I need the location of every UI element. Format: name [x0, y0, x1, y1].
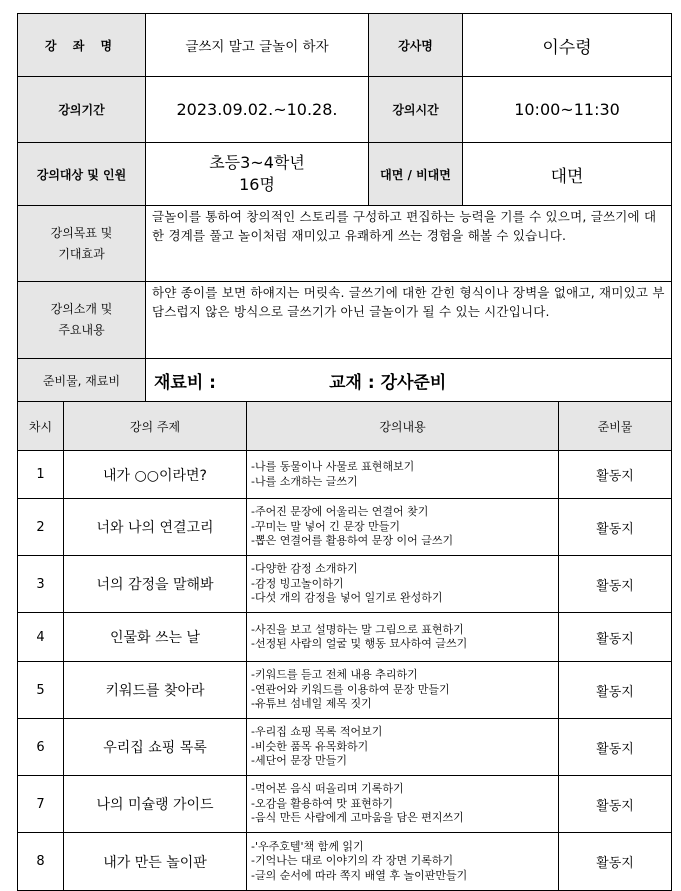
content-line: -키워드를 듣고 전체 내용 추리하기	[251, 668, 418, 682]
content-line: -먹어본 음식 떠올리며 기록하기	[251, 782, 404, 796]
session-content	[247, 719, 559, 776]
content-line: -뽑은 연결어를 활용하여 문장 이어 글쓰기	[251, 534, 454, 548]
goal-label	[18, 206, 146, 282]
content-line: -연관어와 키워드를 이용하여 문장 만들기	[251, 682, 450, 696]
instructor-label: 강사명	[369, 14, 463, 77]
schedule-row	[18, 662, 672, 719]
session-topic: 내가 ○○이라면?	[64, 451, 247, 499]
session-number: 3	[18, 556, 64, 613]
content-line: -오감을 활용하여 맛 표현하기	[251, 796, 393, 810]
content-line: -다양한 감정 소개하기	[251, 562, 358, 576]
schedule-row	[18, 833, 672, 891]
session-material: 활동지	[559, 776, 672, 833]
target-grade: 초등3~4학년	[209, 153, 305, 172]
content-line: -다섯 개의 감정을 넣어 일기로 완성하기	[251, 591, 443, 605]
session-number: 4	[18, 613, 64, 662]
course-name: 글쓰지 말고 글놀이 하자	[146, 14, 369, 77]
target-value	[146, 143, 369, 206]
schedule-row	[18, 776, 672, 833]
session-material: 활동지	[559, 833, 672, 891]
mode-label: 대면 / 비대면	[369, 143, 463, 206]
session-topic: 나의 미슐랭 가이드	[64, 776, 247, 833]
schedule-row	[18, 719, 672, 776]
content-line: -주어진 문장에 어울리는 연결어 찾기	[251, 505, 429, 519]
schedule-row	[18, 613, 672, 662]
content-line: -감정 빙고놀이하기	[251, 576, 344, 590]
session-content	[247, 499, 559, 556]
session-number: 8	[18, 833, 64, 891]
session-content	[247, 613, 559, 662]
schedule-row	[18, 556, 672, 613]
supplies-label: 준비물, 재료비	[18, 359, 146, 402]
intro-text: 하얀 종이를 보면 하얘지는 머릿속. 글쓰기에 대한 갇힌 형식이나 장벽을 없애고, 재미있고 부담스럽지 않은 방식으로 글쓰기가 아닌 글놀이가 될 수 있는 시간입니다.	[146, 282, 672, 359]
content-line: -'우주호텔'책 함께 읽기	[251, 839, 364, 853]
session-header: 차시	[18, 402, 64, 451]
course-plan-document	[17, 13, 671, 891]
textbook: 교재 : 강사준비	[329, 372, 447, 393]
course-info-table	[17, 13, 672, 402]
content-header: 강의내용	[247, 402, 559, 451]
instructor-name: 이수령	[463, 14, 672, 77]
session-topic: 너와 나의 연결고리	[64, 499, 247, 556]
content-line: -글의 순서에 따라 쪽지 배열 후 놀이판만들기	[251, 868, 468, 882]
session-topic: 키워드를 찾아라	[64, 662, 247, 719]
topic-header: 강의 주제	[64, 402, 247, 451]
session-material: 활동지	[559, 662, 672, 719]
target-count: 16명	[239, 175, 275, 194]
session-topic: 인물화 쓰는 날	[64, 613, 247, 662]
session-material: 활동지	[559, 451, 672, 499]
session-topic: 너의 감정을 말해봐	[64, 556, 247, 613]
target-label: 강의대상 및 인원	[18, 143, 146, 206]
session-number: 7	[18, 776, 64, 833]
session-material: 활동지	[559, 556, 672, 613]
material-header: 준비물	[559, 402, 672, 451]
intro-label-line2: 주요내용	[58, 323, 105, 337]
intro-label	[18, 282, 146, 359]
course-name-label: 강 좌 명	[18, 14, 146, 77]
content-line: -우리집 쇼핑 목록 적어보기	[251, 725, 383, 739]
content-line: -나를 소개하는 글쓰기	[251, 474, 358, 488]
goal-label-line1: 강의목표 및	[50, 225, 113, 240]
period-label: 강의기간	[18, 77, 146, 143]
content-line: -유튜브 섬네일 제목 짓기	[251, 697, 372, 711]
session-material: 활동지	[559, 719, 672, 776]
session-content	[247, 556, 559, 613]
goal-label-line2: 기대효과	[58, 246, 105, 261]
mode-value: 대면	[463, 143, 672, 206]
content-line: -비슷한 품목 유목화하기	[251, 739, 369, 753]
schedule-header-row	[18, 402, 672, 451]
course-period: 2023.09.02.~10.28.	[146, 77, 369, 143]
schedule-row	[18, 451, 672, 499]
session-topic: 우리집 쇼핑 목록	[64, 719, 247, 776]
session-content	[247, 662, 559, 719]
session-material: 활동지	[559, 499, 672, 556]
schedule-row	[18, 499, 672, 556]
session-content	[247, 776, 559, 833]
content-line: -음식 만든 사람에게 고마움을 담은 편지쓰기	[251, 811, 464, 825]
course-time: 10:00~11:30	[463, 77, 672, 143]
content-line: -선정된 사람의 얼굴 및 행동 묘사하여 글쓰기	[251, 637, 468, 650]
content-line: -사진을 보고 설명하는 말 그림으로 표현하기	[251, 622, 464, 636]
session-topic: 내가 만든 놀이판	[64, 833, 247, 891]
session-number: 2	[18, 499, 64, 556]
session-content	[247, 451, 559, 499]
content-line: -세단어 문장 만들기	[251, 754, 347, 768]
content-line: -꾸미는 말 넣어 긴 문장 만들기	[251, 519, 400, 533]
content-line: -나를 동물이나 사물로 표현해보기	[251, 460, 415, 473]
time-label: 강의시간	[369, 77, 463, 143]
session-number: 1	[18, 451, 64, 499]
schedule-table	[17, 401, 672, 891]
intro-label-line1: 강의소개 및	[50, 302, 113, 316]
goal-text: 글놀이를 통하여 창의적인 스토리를 구성하고 편집하는 능력을 기를 수 있으며, 글쓰기에 대한 경계를 풀고 놀이처럼 재미있고 유쾌하게 쓰는 경험을 해볼 수 있습니다.	[146, 206, 672, 282]
session-content	[247, 833, 559, 891]
supplies-row	[146, 359, 672, 402]
session-number: 5	[18, 662, 64, 719]
session-material: 활동지	[559, 613, 672, 662]
content-line: -기억나는 대로 이야기의 각 장면 기록하기	[251, 854, 454, 868]
session-number: 6	[18, 719, 64, 776]
material-fee: 재료비 :	[154, 372, 216, 393]
